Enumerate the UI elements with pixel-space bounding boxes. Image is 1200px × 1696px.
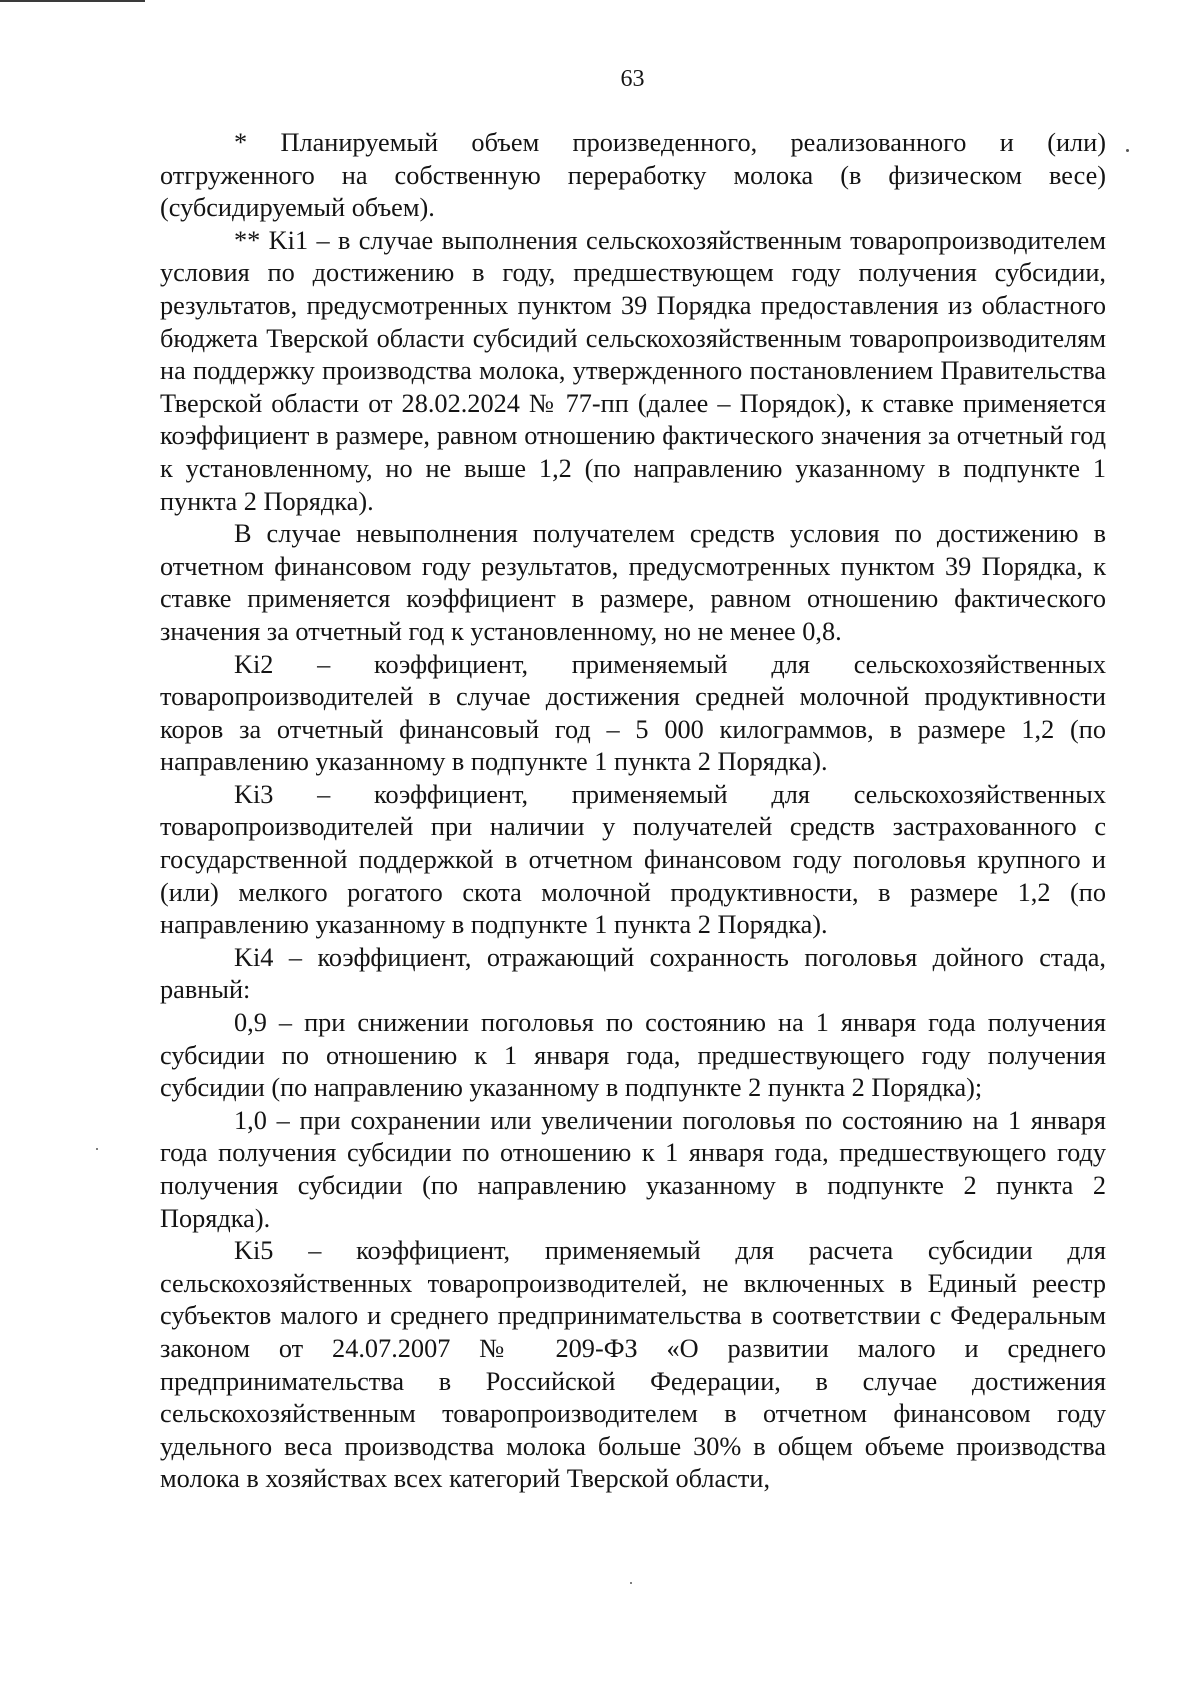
- scan-speck: [630, 1582, 632, 1584]
- footnote-ki1: ** Ki1 – в случае выполнения сельскохозяйственным товаропроизводителем условия по достижению в году, предшествующем году получения субсидии, результатов, предусмотренных пунктом 39 Порядка предоставления из областного бюджета Тверской области субсидий сельскохозяйственным товаропроизводителям на поддержку производства молока, утвержденного постановлением Правительства Тверской области от 28.02.2024 № 77-пп (далее – Порядок), к ставке применяется коэффициент в размере, равном отношению фактического значения за отчетный год к установленному, но не выше 1,2 (по направлению указанному в подпункте 1 пункта 2 Порядка).: [160, 225, 1106, 516]
- document-body: [160, 127, 1106, 1496]
- paragraph-ki4-preserve: 1,0 – при сохранении или увеличении поголовья по состоянию на 1 января года получения субсидии по отношению к 1 января года, предшествующего году получения субсидии (по направлению указанному в подпункте 2 пункта 2 Порядка).: [160, 1105, 1106, 1233]
- paragraph-ki4-decrease: 0,9 – при снижении поголовья по состоянию на 1 января года получения субсидии по отношению к 1 января года, предшествующего году получения субсидии (по направлению указанному в подпункте 2 пункта 2 Порядка);: [160, 1008, 1106, 1103]
- paragraph-ki4: Ki4 – коэффициент, отражающий сохранность поголовья дойного стада, равный:: [160, 942, 1106, 1005]
- scan-speck: [96, 1148, 98, 1150]
- scan-edge-mark: [0, 0, 145, 2]
- paragraph-ki2: Ki2 – коэффициент, применяемый для сельскохозяйственных товаропроизводителей в случае достижения средней молочной продуктивности коров за отчетный финансовый год – 5 000 килограммов, в размере 1,2 (по направлению указанному в подпункте 1 пункта 2 Порядка).: [160, 649, 1106, 777]
- paragraph-ki1-nonfulfillment: В случае невыполнения получателем средств условия по достижению в отчетном финансовом году результатов, предусмотренных пунктом 39 Порядка, к ставке применяется коэффициент в размере, равном отношению фактического значения за отчетный год к установленному, но не менее 0,8.: [160, 519, 1106, 646]
- scan-speck: [1126, 149, 1129, 152]
- paragraph-ki3: Ki3 – коэффициент, применяемый для сельскохозяйственных товаропроизводителей при наличии у получателей средств застрахованного с государственной поддержкой в отчетном финансовом году поголовья крупного и (или) мелкого рогатого скота молочной продуктивности, в размере 1,2 (по направлению указанному в подпункте 1 пункта 2 Порядка).: [160, 779, 1106, 940]
- footnote-planned-volume: * Планируемый объем произведенного, реализованного и (или) отгруженного на собственную переработку молока (в физическом весе) (субсидируемый объем).: [160, 128, 1106, 223]
- paragraph-ki5: Ki5 – коэффициент, применяемый для расчета субсидии для сельскохозяйственных товаропроизводителей, не включенных в Единый реестр субъектов малого и среднего предпринимательства в соответствии с Федеральным законом от 24.07.2007 № 209-ФЗ «О развитии малого и среднего предпринимательства в Российской Федерации, в случае достижения сельскохозяйственным товаропроизводителем в отчетном финансовом году удельного веса производства молока больше 30% в общем объеме производства молока в хозяйствах всех категорий Тверской области,: [160, 1236, 1106, 1494]
- page-number: 63: [620, 66, 645, 92]
